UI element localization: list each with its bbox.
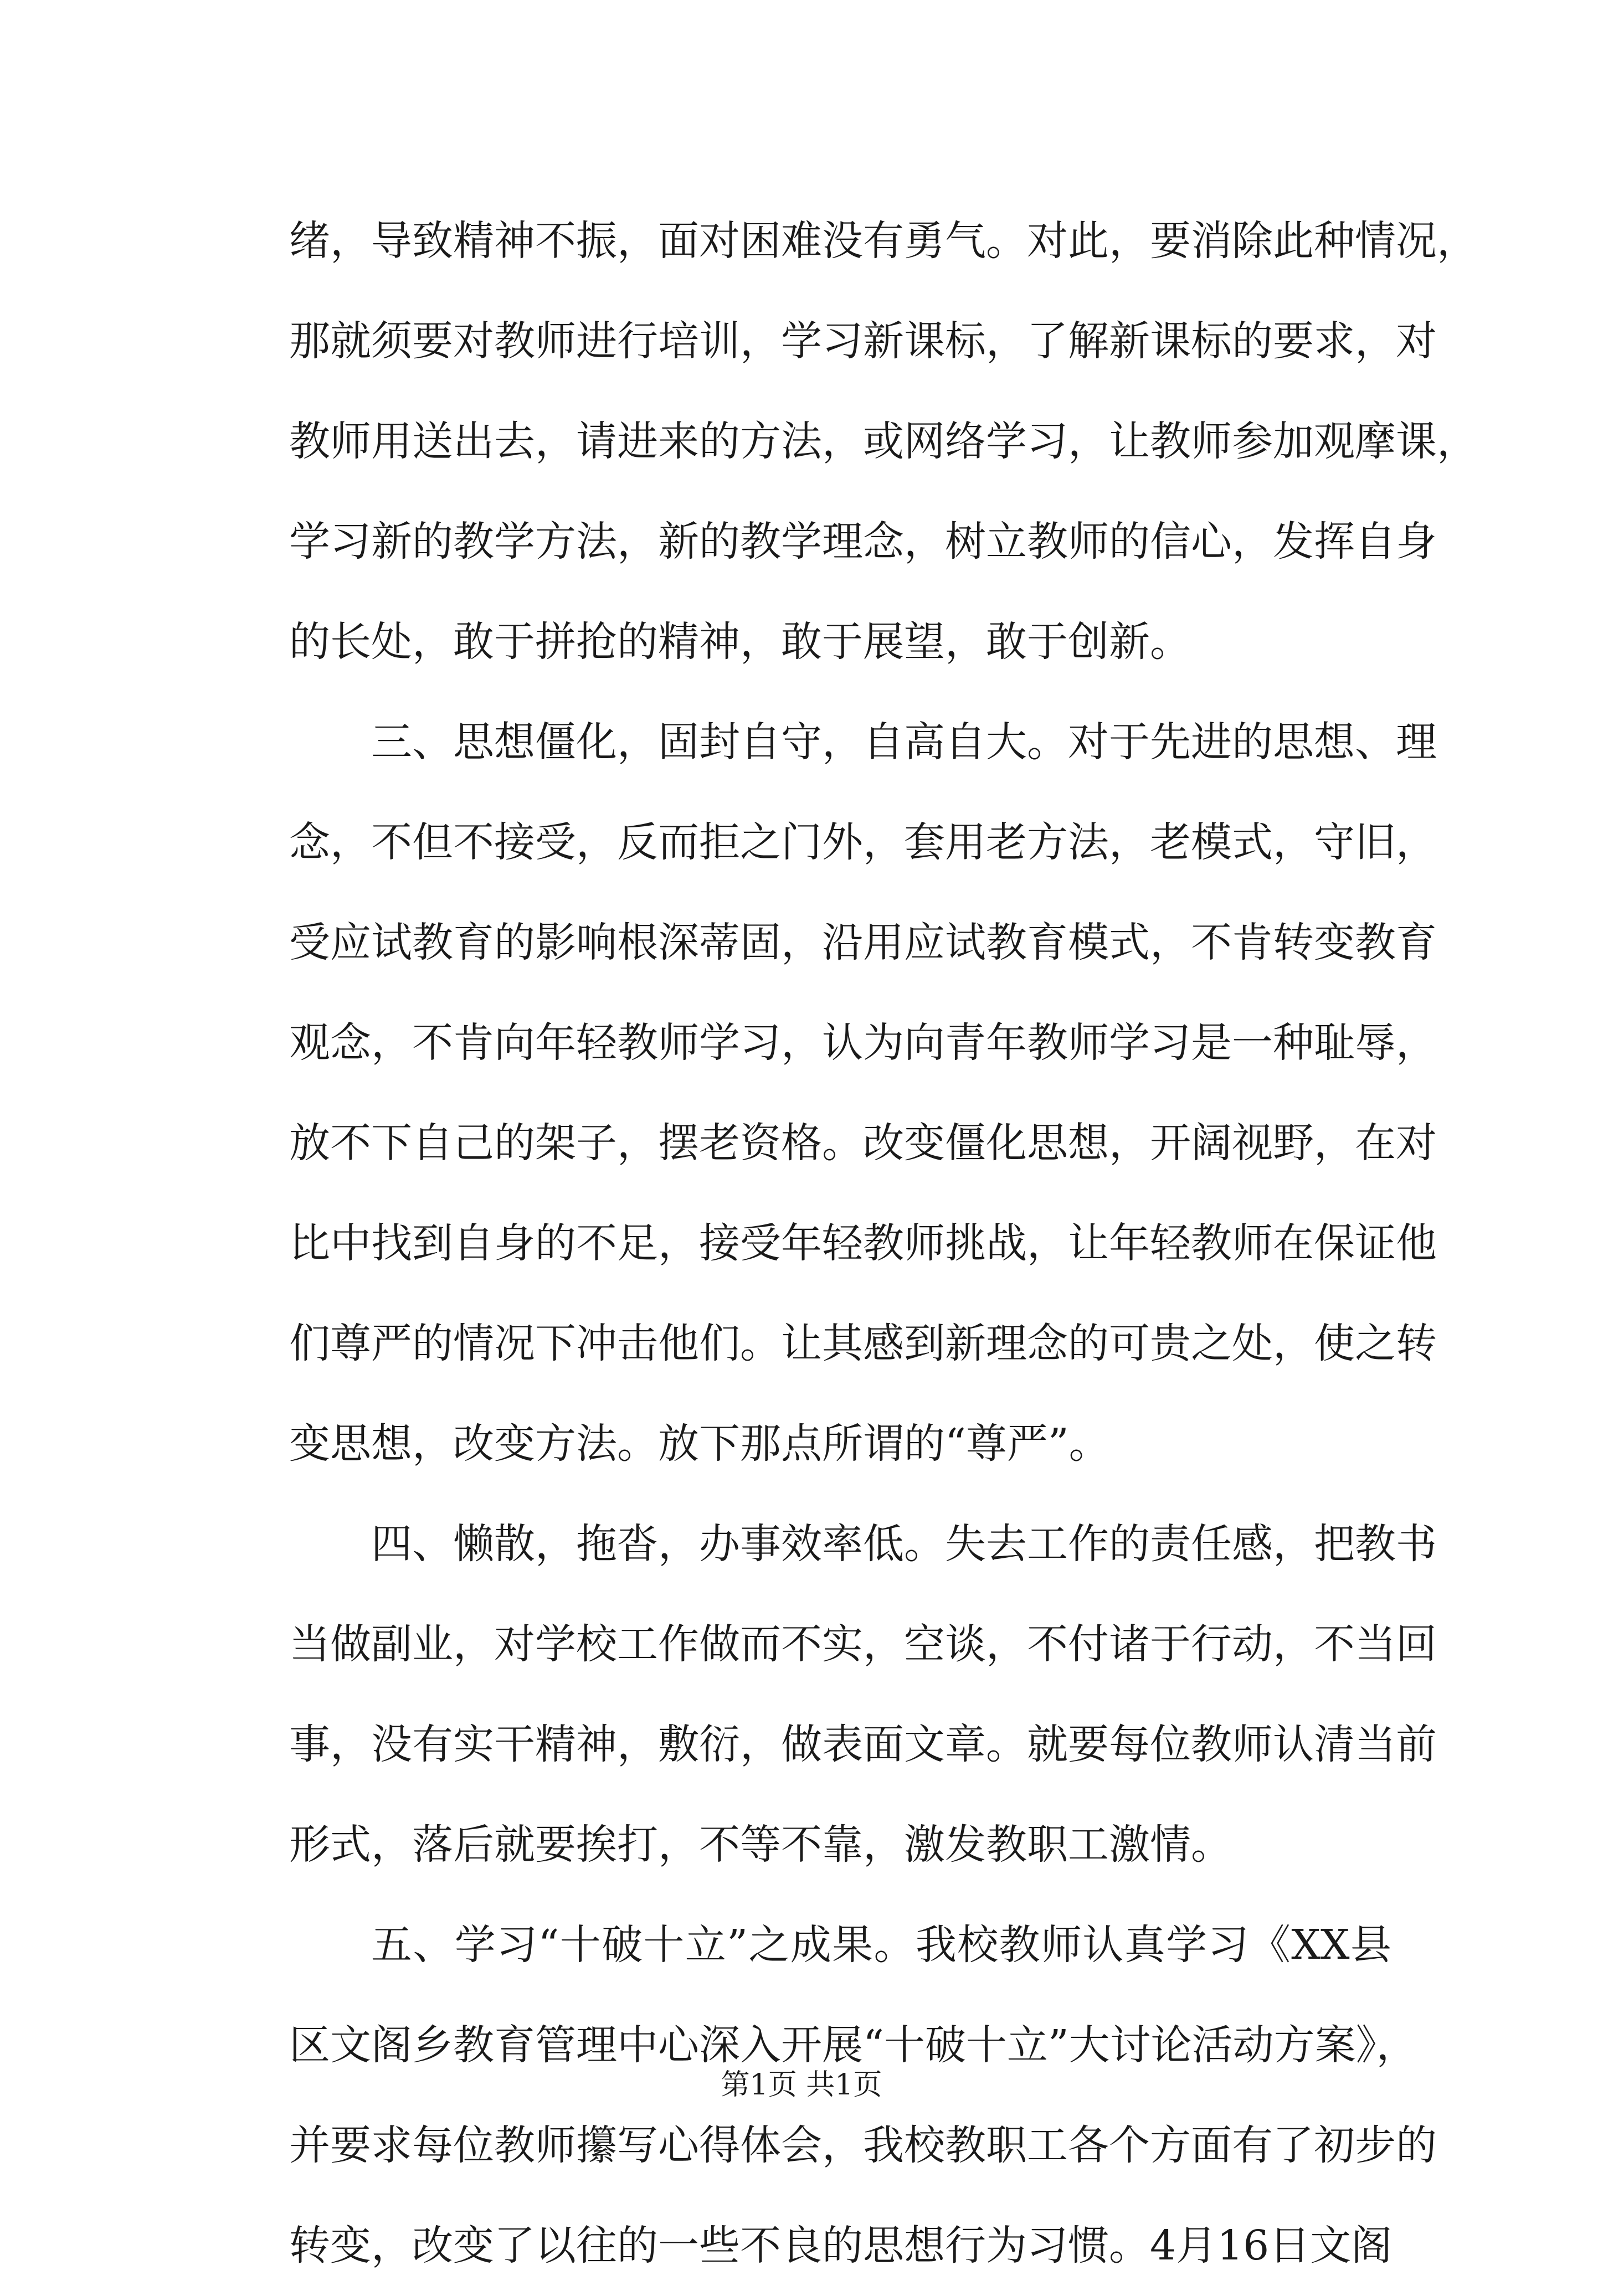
text-line: 学习新的教学方法，新的教学理念，树立教师的信心，发挥自身: [289, 518, 1437, 565]
text-line: 比中找到自身的不足，接受年轻教师挑战，让年轻教师在保证他: [289, 1219, 1437, 1267]
body-text: [289, 191, 1478, 2296]
text-line: 绪，导致精神不振，面对困难没有勇气。对此，要消除此种情况，: [289, 217, 1478, 265]
text-line: 五、学习“十破十立”之成果。我校教师认真学习《XX县: [371, 1921, 1391, 1969]
text-line: 的长处，敢于拼抢的精神，敢于展望，敢于创新。: [289, 618, 1191, 666]
text-line: 教师用送出去，请进来的方法，或网络学习，让教师参加观摩课，: [289, 418, 1478, 465]
text-line: 变思想，改变方法。放下那点所谓的“尊严”。: [289, 1420, 1110, 1468]
text-line: 那就须要对教师进行培训，学习新课标，了解新课标的要求，对: [289, 317, 1437, 365]
text-line: 观念，不肯向年轻教师学习，认为向青年教师学习是一种耻辱，: [289, 1019, 1437, 1067]
text-line: 放不下自己的架子，摆老资格。改变僵化思想，开阔视野，在对: [289, 1119, 1437, 1167]
text-line: 区文阁乡教育管理中心深入开展“十破十立”大讨论活动方案》，: [289, 2021, 1417, 2069]
text-line: 受应试教育的影响根深蒂固，沿用应试教育模式，不肯转变教育: [289, 919, 1437, 966]
text-line: 事，没有实干精神，敷衍，做表面文章。就要每位教师认清当前: [289, 1721, 1437, 1768]
text-line: 念，不但不接受，反而拒之门外，套用老方法，老模式，守旧，: [289, 818, 1437, 866]
text-line: 并要求每位教师攥写心得体会，我校教职工各个方面有了初步的: [289, 2122, 1437, 2169]
text-line: 转变，改变了以往的一些不良的思想行为习惯。4月16日文阁: [289, 2222, 1393, 2269]
page-footer: 第1页 共1页: [721, 2068, 882, 2102]
text-line: 四、懒散，拖沓，办事效率低。失去工作的责任感，把教书: [371, 1520, 1437, 1568]
text-line: 当做副业，对学校工作做而不实，空谈，不付诸于行动，不当回: [289, 1620, 1437, 1668]
text-line: 们尊严的情况下冲击他们。让其感到新理念的可贵之处，使之转: [289, 1320, 1437, 1367]
text-line: 三、思想僵化，固封自守，自高自大。对于先进的思想、理: [371, 718, 1437, 766]
text-line: 形式，落后就要挨打，不等不靠，激发教职工激情。: [289, 1821, 1232, 1868]
